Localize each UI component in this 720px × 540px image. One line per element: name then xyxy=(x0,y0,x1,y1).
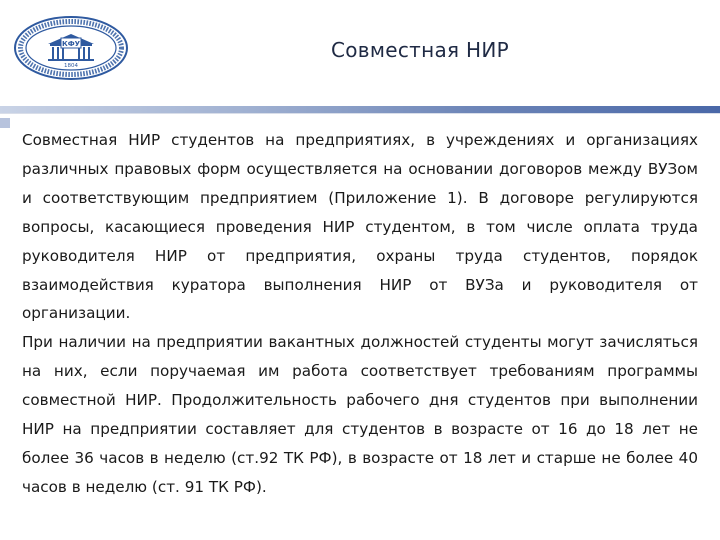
header-divider xyxy=(0,106,720,114)
paragraph-2: При наличии на предприятии вакантных должностей студенты могут зачисляться на них, если поручаемая им работа соответствует требованиям программы совместной НИР. Продолжительность рабочего дня студентов при выполнении НИР на предприятии составляет для студентов в возрасте от 16 до 18 лет не более 36 часов в неделю (ст.92 ТК РФ), в возрасте от 18 лет и старше не более 40 часов в неделю (ст. 91 ТК РФ). xyxy=(22,333,698,496)
paragraph-1: Совместная НИР студентов на предприятиях, в учреждениях и организациях различных правовых форм осуществляется на основании договоров между ВУЗом и соответствующим предприятием (Приложение 1). В договоре регулируются вопросы, касающиеся проведения НИР студентом, в том числе оплата труда руководителя НИР от предприятия, охраны труда студентов, порядок взаимодействия куратора выполнения НИР от ВУЗа и руководителя от организации. xyxy=(22,131,698,323)
slide-body xyxy=(22,126,698,502)
logo-abbreviation: КФУ xyxy=(61,40,81,48)
slide-title: Совместная НИР xyxy=(330,38,509,62)
kfu-logo xyxy=(12,14,130,82)
divider-marker xyxy=(0,118,10,128)
logo-year: 1804 xyxy=(64,63,78,69)
